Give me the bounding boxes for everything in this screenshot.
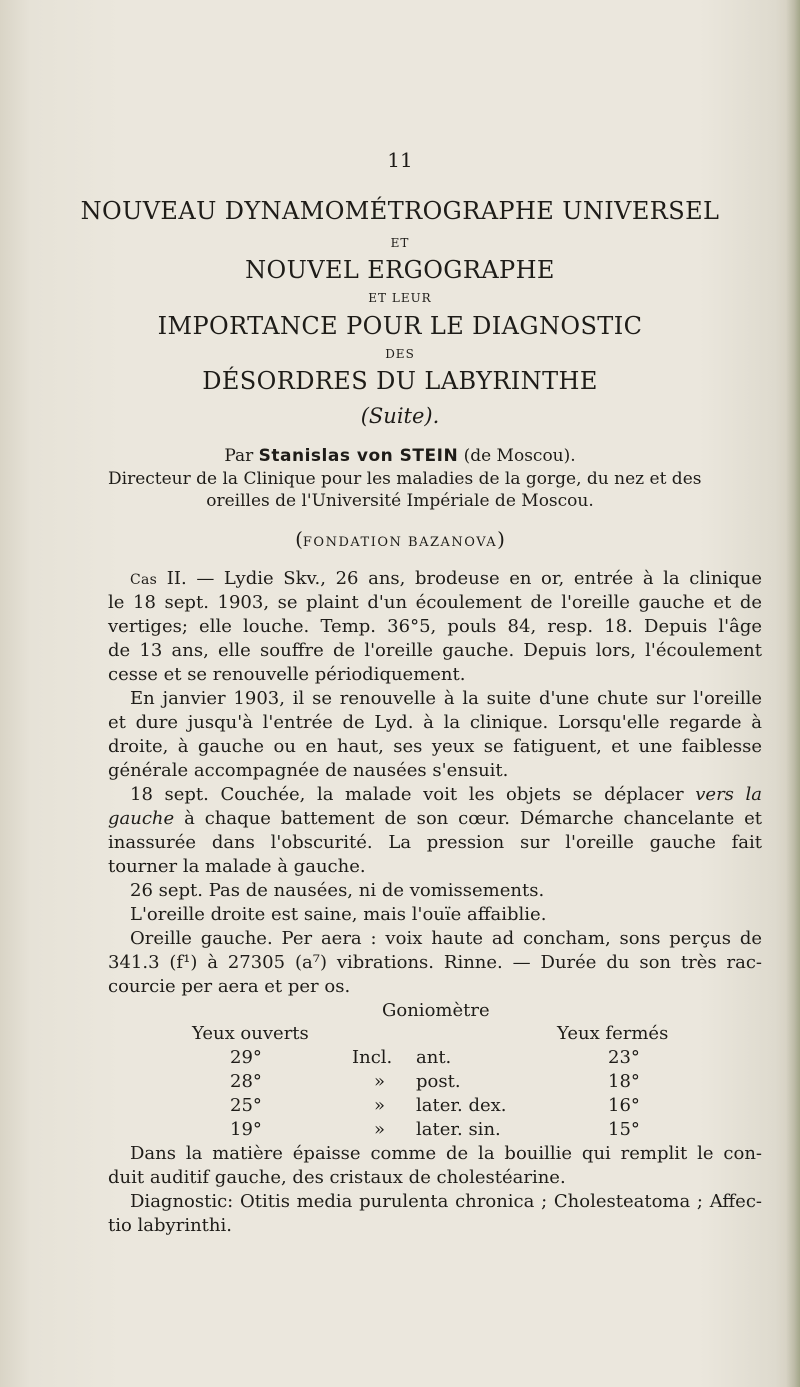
body-line: courcie per aera et per os. (108, 976, 351, 997)
title-conj-2: ET LEUR (368, 291, 432, 305)
body-line: le 18 sept. 1903, se plaint d'un écoulement de l'oreille gauche et de (108, 592, 762, 613)
gonio-incl: » (374, 1095, 386, 1116)
body-line: 18 sept. Couchée, la malade voit les objets se déplacer vers la (130, 784, 762, 805)
title-suite: (Suite). (360, 404, 440, 428)
body-line: inassurée dans l'obscurité. La pression sur l'oreille gauche fait (108, 832, 762, 853)
body-line: de 13 ans, elle souffre de l'oreille gauche. Depuis lors, l'écoulement (108, 640, 762, 661)
gonio-incl: Incl. (352, 1047, 393, 1068)
case-label: Cas (130, 572, 158, 588)
gonio-direction: ant. (416, 1047, 452, 1068)
body-line: tourner la malade à gauche. (108, 856, 366, 877)
body-line: Cas II. — Lydie Skv., 26 ans, brodeuse en or, entrée à la clinique (130, 568, 762, 589)
gonio-open-value: 29° (230, 1047, 262, 1068)
title-conj-3: DES (385, 347, 415, 361)
body-line: L'oreille droite est saine, mais l'ouïe affaiblie. (130, 904, 547, 925)
italic-text: gauche (108, 808, 175, 829)
title-line-2: NOUVEL ERGOGRAPHE (245, 256, 555, 284)
body-line: cesse et se renouvelle périodiquement. (108, 664, 466, 685)
body-line: 341.3 (f¹) à 27305 (a⁷) vibrations. Rinne. — Durée du son très rac- (108, 952, 762, 973)
title-conj-1: ET (390, 236, 410, 250)
body-line: duit auditif gauche, des cristaux de cholestéarine. (108, 1167, 566, 1188)
body-line: Diagnostic: Otitis media purulenta chronica ; Cholesteatoma ; Affec- (130, 1191, 762, 1212)
title-line-3: IMPORTANCE POUR LE DIAGNOSTIC (157, 312, 643, 340)
page-number: 11 (387, 148, 413, 172)
body-line: droite, à gauche ou en haut, ses yeux se fatiguent, et une faiblesse (108, 736, 762, 757)
gonio-incl: » (374, 1071, 386, 1092)
foundation-note: (FONDATION BAZANOVA) (295, 527, 505, 551)
body-line: générale accompagnée de nausées s'ensuit. (108, 760, 509, 781)
gonio-direction: later. sin. (416, 1119, 501, 1140)
goniometre-heading: Goniomètre (382, 1000, 490, 1021)
gonio-closed-value: 15° (608, 1119, 640, 1140)
author-city: (de Moscou). (463, 446, 576, 466)
body-line: Dans la matière épaisse comme de la bouillie qui remplit le con- (130, 1143, 762, 1164)
body-line: En janvier 1903, il se renouvelle à la suite d'une chute sur l'oreille (130, 688, 762, 709)
gonio-open-value: 19° (230, 1119, 262, 1140)
foundation-text: FONDATION BAZANOVA (302, 535, 498, 550)
gonio-closed-value: 18° (608, 1071, 640, 1092)
author-line (0, 446, 800, 466)
gonio-closed-value: 23° (608, 1047, 640, 1068)
affiliation-line-1: Directeur de la Clinique pour les maladies de la gorge, du nez et des (108, 469, 702, 489)
column-header-open: Yeux ouverts (192, 1023, 309, 1044)
body-line: et dure jusqu'à l'entrée de Lyd. à la clinique. Lorsqu'elle regarde à (108, 712, 762, 733)
gonio-open-value: 25° (230, 1095, 262, 1116)
gonio-incl: » (374, 1119, 386, 1140)
author-name: Stanislas von STEIN (258, 446, 459, 466)
gonio-open-value: 28° (230, 1071, 262, 1092)
body-line: tio labyrinthi. (108, 1215, 232, 1236)
title-line-1: NOUVEAU DYNAMOMÉTROGRAPHE UNIVERSEL (80, 197, 720, 225)
body-line: 26 sept. Pas de nausées, ni de vomissements. (130, 880, 545, 901)
column-header-closed: Yeux fermés (557, 1023, 669, 1044)
body-line: gauche à chaque battement de son cœur. Démarche chancelante et (108, 808, 762, 829)
affiliation-line-2: oreilles de l'Université Impériale de Moscou. (206, 491, 594, 511)
gonio-direction: post. (416, 1071, 461, 1092)
body-line: vertiges; elle louche. Temp. 36°5, pouls 84, resp. 18. Depuis l'âge (108, 616, 762, 637)
title-line-4: DÉSORDRES DU LABYRINTHE (202, 367, 598, 395)
gonio-closed-value: 16° (608, 1095, 640, 1116)
italic-text: vers la (695, 784, 762, 805)
body-line: Oreille gauche. Per aera : voix haute ad concham, sons perçus de (130, 928, 762, 949)
author-prefix: Par (224, 446, 254, 466)
gonio-direction: later. dex. (416, 1095, 507, 1116)
